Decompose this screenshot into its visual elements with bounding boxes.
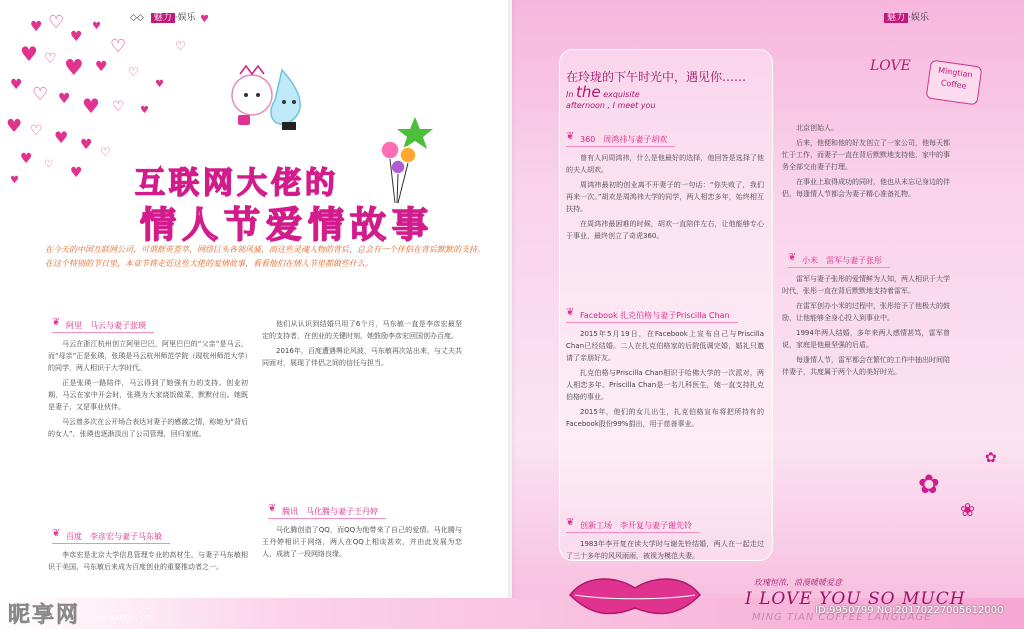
paragraph: 2016年，百度遭遇舆论风波，马东敏再次站出来，与丈夫共同面对，展现了伴侣之间的信任与担当。 bbox=[262, 347, 462, 367]
paragraph: 李彦宏是北京大学信息管理专业的高材生，与妻子马东敏相识于美国，马东敏后来成为百度创业的重要推动者之一。 bbox=[48, 551, 248, 571]
spine-shadow bbox=[508, 0, 516, 629]
paragraph: 马云曾多次在公开场合表达对妻子的感激之情，称她为“背后的女人”，张瑛也逐渐淡出了公司管理，回归家庭。 bbox=[48, 418, 248, 438]
column-mayun bbox=[48, 338, 248, 443]
flower-decoration: ✿ bbox=[985, 450, 997, 466]
coffee-tag-label: Mingtian Coffee bbox=[926, 60, 983, 106]
left-header-section: 魅力 bbox=[151, 13, 175, 23]
paragraph: 1983年李开复在读大学时与谢先铃结婚，两人在一起走过了三十多年的风风雨雨，被视为模范夫妻。 bbox=[566, 540, 764, 560]
paragraph: 1994年两人结婚，多年来两人感情甚笃，雷军曾说，家庭是他最坚强的后盾。 bbox=[782, 329, 950, 349]
paragraph: 后来，他便和他的好友创立了一家公司，他每天都忙于工作，而妻子一直在背后默默地支持他，家中的事务全部交由妻子打理。 bbox=[782, 139, 950, 171]
right-header-tag bbox=[880, 10, 929, 23]
section-label-facebook: ❦ Facebook 扎克伯格与妻子Priscilla Chan bbox=[566, 309, 738, 323]
paragraph: 2015年，他们的女儿出生，扎克伯格宣布将把所持有的Facebook股份99%捐出，用于慈善事业。 bbox=[566, 408, 764, 428]
lips-illustration bbox=[565, 570, 705, 620]
paragraph: 北京创始人。 bbox=[796, 124, 838, 132]
watermark-url: www.nipic.cn bbox=[92, 613, 151, 623]
paragraph: 他们从认识到结婚只用了6个月，马东敏一直是李彦宏最坚定的支持者，在创业的关键时刻，她鼓励李彦宏回国创办百度。 bbox=[262, 320, 462, 340]
subtitle-the: the bbox=[575, 83, 601, 101]
section-label-chuangxin: ❦ 创新工场 李开复与妻子谢先铃 bbox=[566, 519, 700, 533]
right-article-subtitle bbox=[566, 83, 656, 110]
column-li bbox=[48, 549, 248, 576]
paragraph: 周鸿祎最初的创业离不开妻子的一句话：“你失败了，我们再来一次。”胡欢是周鸿祎大学的同学，两人相恋多年，始终相互扶持。 bbox=[566, 181, 764, 213]
column-ma bbox=[262, 318, 462, 372]
paragraph: 马云在浙江杭州创立阿里巴巴，阿里巴巴的“父亲”是马云，而“母亲”正是张瑛，张瑛是马云杭州师范学院（现杭州师范大学）的同学，两人相识于大学时代。 bbox=[48, 340, 248, 372]
left-header-prefix: ◇◇ bbox=[130, 13, 144, 23]
paragraph: 2015年5月19日，在Facebook上宣布自己与Priscilla Chan已经结婚。二人在扎克伯格家的后院低调完婚，婚礼只邀请了亲朋好友。 bbox=[566, 330, 764, 362]
subtitle-afternoon: afternoon bbox=[566, 101, 605, 110]
column-right-top bbox=[782, 122, 950, 203]
right-header-section: 魅力 bbox=[884, 13, 908, 23]
title-line-1: 互联网大佬的 bbox=[135, 166, 339, 201]
section-label-360: ❦ 360 周鸿祎与妻子胡欢 bbox=[566, 133, 675, 147]
column-chuangxin bbox=[566, 538, 764, 565]
lollipop-bouquet-illustration bbox=[370, 115, 440, 205]
paragraph: 在周鸿祎最困难的时候，胡欢一直陪伴左右，让他能够专心于事业，最终创立了奇虎360。 bbox=[566, 220, 764, 240]
section-label-li: ❦ 百度 李彦宏与妻子马东敏 bbox=[52, 530, 170, 544]
title-line-2: 情人节爱情故事 bbox=[140, 204, 435, 246]
paragraph: 在雷军创办小米的过程中，张彤给予了他极大的鼓励，让他能够全身心投入到事业中。 bbox=[782, 302, 950, 322]
intro-paragraph: 在今天的中国互联网公司，可谓群英荟萃，网络巨头各领风骚，而这些灵魂人物的背后，总会有一个伴侣在背后默默的支持。在这个特别的节日里，本章节将走近这些大佬的爱情故事，看看他们在情人节里都做些什么。 bbox=[45, 245, 485, 268]
column-mahuateng bbox=[262, 524, 462, 563]
right-article-frame bbox=[559, 49, 773, 561]
paragraph: 正是张瑛一路陪伴，马云得到了她强有力的支持。创业初期，马云在家中开会时，张瑛为大家烧饭做菜，默默付出。她既是妻子，又是事业伙伴。 bbox=[48, 379, 248, 411]
subtitle-exquisite: exquisite bbox=[603, 90, 640, 99]
right-header-sub: ·娱乐 bbox=[908, 13, 929, 23]
hearts-cloud-decoration: ♥ ♡ ♥ ♥ ♡ ♥ ♡ ♥ ♥ ♡ ♥ ♡ ♥ ♥ ♡ ♥ ♥ ♡ ♥ ♥ ♡ ♥ ♡ ♥ ♥ ♥ ♡ ♥ bbox=[6, 12, 209, 186]
watermark-brand: 昵享网 bbox=[8, 603, 81, 628]
right-article-title: 在玲珑的下午时光中，遇见你…… bbox=[566, 70, 747, 84]
bottom-chinese-caption: 玫瑰恒浓，浪漫暖暖爱意 bbox=[754, 578, 842, 587]
bottom-english-caption: MING TIAN COFFEE LANGUAGE bbox=[752, 612, 932, 623]
paragraph: 马化腾创造了QQ，而QQ为他带来了自己的爱情。马化腾与王丹婷相识于网络，两人在QQ上相谈甚欢，并由此发展为恋人，成就了一段网络良缘。 bbox=[262, 526, 462, 558]
flower-decoration: ❀ bbox=[960, 500, 976, 521]
column-xiaomi bbox=[782, 273, 950, 381]
column-360 bbox=[566, 152, 764, 245]
bottom-love-caption: I LOVE YOU SO MUCH bbox=[745, 589, 966, 609]
left-header-tag bbox=[130, 10, 196, 23]
flower-decoration: ✿ bbox=[918, 470, 940, 500]
section-label-mayun: ❦ 阿里 马云与妻子张瑛 bbox=[52, 319, 154, 333]
column-facebook bbox=[566, 328, 764, 433]
subtitle-in: In bbox=[566, 90, 574, 99]
left-header-sub: ·娱乐 bbox=[174, 13, 196, 23]
paragraph: 雷军与妻子张彤的爱情鲜为人知，两人相识于大学时代，张彤一直在背后默默地支持着雷军。 bbox=[782, 275, 950, 295]
couple-mascot-illustration bbox=[220, 60, 330, 140]
love-script-label: LOVE bbox=[870, 58, 911, 74]
subtitle-meet-you: , I meet you bbox=[607, 101, 656, 110]
paragraph: 扎克伯格与Priscilla Chan相识于哈佛大学的一次派对，两人相恋多年。Priscilla Chan是一名儿科医生，她一直支持扎克伯格的事业。 bbox=[566, 369, 764, 401]
watermark-id: ID:9950799 NO:20170227005612000 bbox=[815, 605, 1004, 616]
section-label-mahuateng: ❦ 腾讯 马化腾与妻子王丹婷 bbox=[268, 505, 386, 519]
paragraph: 曾有人问周鸿祎，什么是他最好的选择，他回答是选择了他的夫人胡欢。 bbox=[566, 154, 764, 174]
paragraph: 在事业上取得成功的同时，他也从未忘记身边的伴侣，每逢情人节都会为妻子精心准备礼物。 bbox=[782, 178, 950, 198]
paragraph: 每逢情人节，雷军都会在繁忙的工作中抽出时间陪伴妻子，共度属于两个人的美好时光。 bbox=[782, 356, 950, 376]
section-label-xiaomi: ❦ 小米 雷军与妻子张彤 bbox=[788, 254, 890, 268]
